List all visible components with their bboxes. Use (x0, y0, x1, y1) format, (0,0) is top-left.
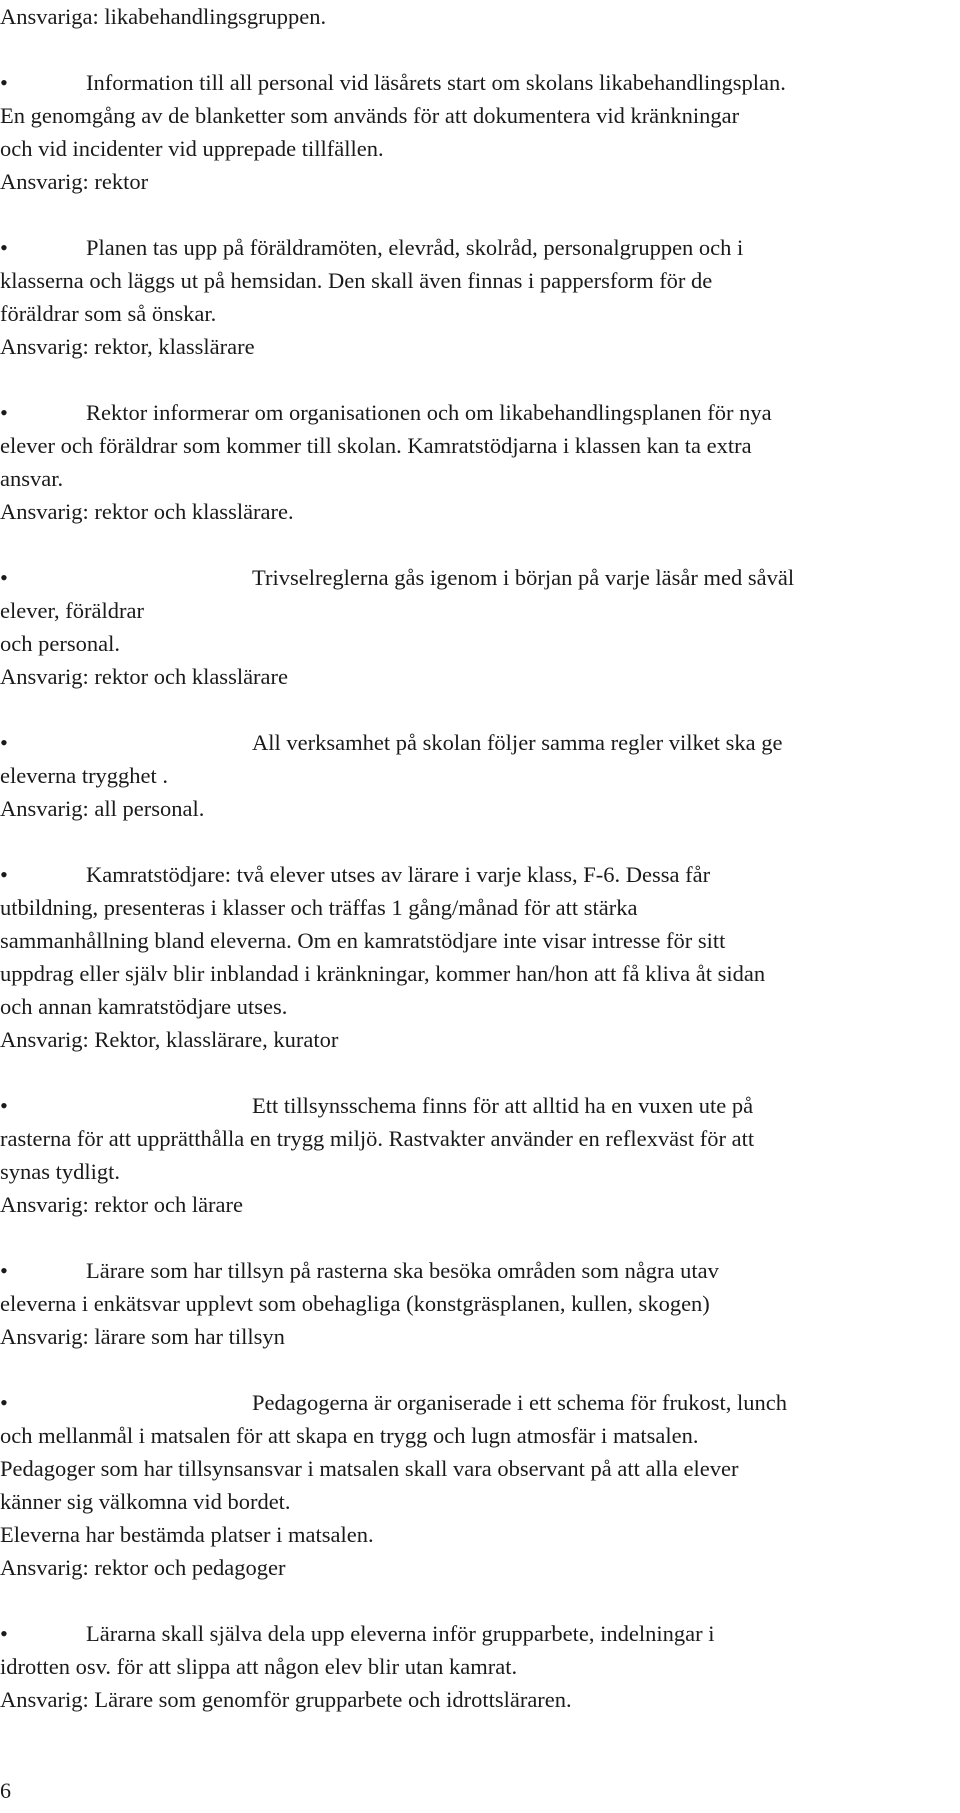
responsible-line: Ansvarig: rektor och pedagoger (0, 1555, 286, 1580)
text-line: All verksamhet på skolan följer samma regler vilket ska ge (252, 730, 783, 755)
text-line: och personal. (0, 631, 120, 656)
bullet-icon: • (0, 1258, 8, 1283)
text-line: eleverna trygghet . (0, 763, 169, 788)
bullet-item-trivselregler (0, 561, 952, 693)
bullet-icon: • (0, 400, 8, 425)
text-line: Kamratstödjare: två elever utses av lärare i varje klass, F-6. Dessa får (86, 862, 711, 887)
responsible-line: Ansvarig: rektor och lärare (0, 1192, 244, 1217)
bullet-icon: • (0, 1621, 8, 1646)
responsible-line: Ansvarig: rektor (0, 169, 149, 194)
text-line: En genomgång av de blanketter som används för att dokumentera vid kränkningar (0, 103, 740, 128)
text-line: Eleverna har bestämda platser i matsalen. (0, 1522, 374, 1547)
bullet-item-grupparbete (0, 1617, 952, 1716)
bullet-item-verksamhet (0, 726, 952, 825)
bullet-icon: • (0, 70, 8, 95)
responsible-line: Ansvarig: rektor och klasslärare (0, 664, 289, 689)
bullet-item-rasterna (0, 1254, 952, 1353)
text-line: Trivselreglerna gås igenom i början på varje läsår med såväl (252, 565, 795, 590)
bullet-item-matsalen (0, 1386, 952, 1584)
responsible-line (0, 0, 952, 33)
text-line: utbildning, presenteras i klasser och träffas 1 gång/månad för att stärka (0, 895, 638, 920)
responsible-line: Ansvarig: Lärare som genomför grupparbete och idrottsläraren. (0, 1687, 572, 1712)
bullet-icon: • (0, 235, 8, 260)
text-line: känner sig välkomna vid bordet. (0, 1489, 291, 1514)
bullet-icon: • (0, 730, 8, 755)
text-line: och mellanmål i matsalen för att skapa en trygg och lugn atmosfär i matsalen. (0, 1423, 699, 1448)
text-line: synas tydligt. (0, 1159, 121, 1184)
text-line: Rektor informerar om organisationen och om likabehandlingsplanen för nya (86, 400, 772, 425)
bullet-item-rektor (0, 396, 952, 528)
text-line: Information till all personal vid läsårets start om skolans likabehandlingsplan. (86, 70, 786, 95)
page-number: 6 (0, 1778, 11, 1803)
responsible-line: Ansvarig: lärare som har tillsyn (0, 1324, 285, 1349)
responsible-line: Ansvarig: rektor och klasslärare. (0, 499, 294, 524)
text-line: ansvar. (0, 466, 64, 491)
bullet-icon: • (0, 1093, 8, 1118)
responsible-line: Ansvarig: rektor, klasslärare (0, 334, 255, 359)
bullet-item-plan (0, 231, 952, 363)
text-line: eleverna i enkätsvar upplevt som obehagliga (konstgräsplanen, kullen, skogen) (0, 1291, 710, 1316)
responsible-line: Ansvarig: all personal. (0, 796, 205, 821)
text-line: och annan kamratstödjare utses. (0, 994, 288, 1019)
text-line: föräldrar som så önskar. (0, 301, 217, 326)
text-line: uppdrag eller själv blir inblandad i kränkningar, kommer han/hon att få kliva åt sidan (0, 961, 766, 986)
text-line: elever och föräldrar som kommer till skolan. Kamratstödjarna i klassen kan ta extra (0, 433, 752, 458)
bullet-icon: • (0, 565, 8, 590)
text-line: klasserna och läggs ut på hemsidan. Den skall även finnas i pappersform för de (0, 268, 713, 293)
text-line: Ett tillsynsschema finns för att alltid ha en vuxen ute på (252, 1093, 754, 1118)
bullet-item-kamratstodjare (0, 858, 952, 1056)
bullet-item-tillsynsschema (0, 1089, 952, 1221)
text-line: idrotten osv. för att slippa att någon elev blir utan kamrat. (0, 1654, 518, 1679)
text-line: Pedagogerna är organiserade i ett schema för frukost, lunch (252, 1390, 788, 1415)
text-line: sammanhållning bland eleverna. Om en kamratstödjare inte visar intresse för sitt (0, 928, 726, 953)
bullet-icon: • (0, 862, 8, 887)
text-line: Lärarna skall själva dela upp eleverna inför grupparbete, indelningar i (86, 1621, 715, 1646)
bullet-icon: • (0, 1390, 8, 1415)
text-line: rasterna för att upprätthålla en trygg miljö. Rastvakter använder en reflexväst för att (0, 1126, 755, 1151)
text-line: Planen tas upp på föräldramöten, elevråd, skolråd, personalgruppen och i (86, 235, 744, 260)
text-line: och vid incidenter vid upprepade tillfällen. (0, 136, 384, 161)
text-line: Lärare som har tillsyn på rasterna ska besöka områden som några utav (86, 1258, 719, 1283)
text-line: Ansvariga: likabehandlingsgruppen. (0, 4, 327, 29)
responsible-line: Ansvarig: Rektor, klasslärare, kurator (0, 1027, 339, 1052)
text-line: elever, föräldrar (0, 598, 144, 623)
bullet-item-information (0, 66, 952, 198)
text-line: Pedagoger som har tillsynsansvar i matsalen skall vara observant på att alla elever (0, 1456, 739, 1481)
